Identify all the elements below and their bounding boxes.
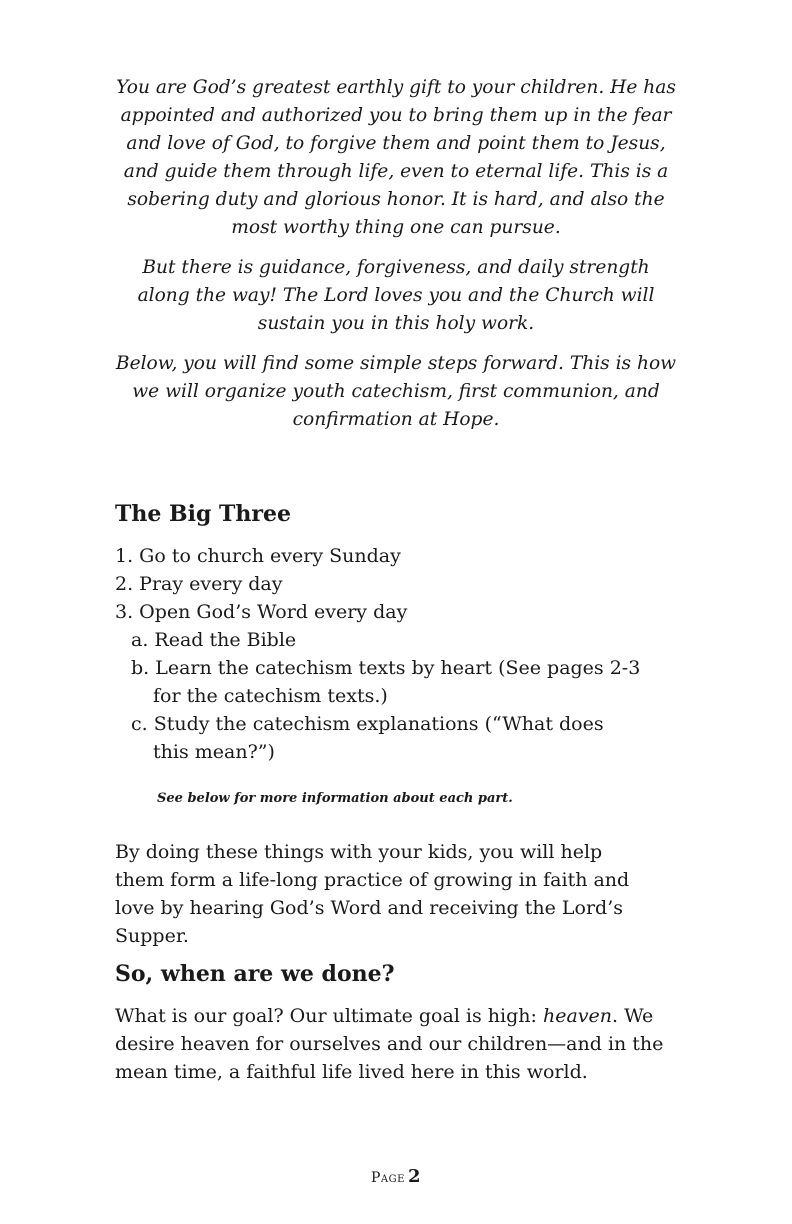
- big-three-list: [115, 542, 695, 766]
- goal-heading: So, when are we done?: [115, 961, 395, 987]
- goal-text-start: What is our goal? Our ultimate goal is high:: [115, 1005, 543, 1027]
- intro-block: [114, 74, 678, 446]
- sub-list-item: c. Study the catechism explanations (“What does this mean?”): [131, 713, 604, 763]
- goal-text-end: . We desire heaven for ourselves and our children—and in the mean time, a faithful life lived here in this world.: [115, 1005, 664, 1083]
- page-footer: [0, 1166, 792, 1187]
- big-three-heading: The Big Three: [115, 501, 291, 527]
- sub-list-item: a. Read the Bible: [131, 629, 297, 651]
- sub-list-item: b. Learn the catechism texts by heart (See pages 2-3 for the catechism texts.): [131, 657, 641, 707]
- sub-list: [115, 626, 695, 766]
- page-label: Page: [371, 1170, 405, 1186]
- more-info-note: See below for more information about each part.: [157, 791, 513, 806]
- goal-emphasis: heaven: [542, 1005, 612, 1027]
- intro-paragraph-2: But there is guidance, forgiveness, and daily strength along the way! The Lord loves you and the Church will sustain you in this holy work.: [137, 257, 655, 334]
- intro-paragraph-1: You are God’s greatest earthly gift to your children. He has appointed and authorized you to bring them up in the fear and love of God, to forgive them and point them to Jesus, and guide them through life, even to eternal life. This is a sobering duty and glorious honor. It is hard, and also the most worthy thing one can pursue.: [116, 77, 676, 238]
- intro-paragraph-3: Below, you will find some simple steps forward. This is how we will organize youth catechism, first communion, and confirmation at Hope.: [115, 353, 677, 430]
- big-three-closing: By doing these things with your kids, you will help them form a life-long practice of growing in faith and love by hearing God’s Word and receiving the Lord’s Supper.: [115, 841, 630, 947]
- page-number: 2: [407, 1166, 421, 1187]
- list-item: 3. Open God’s Word every day: [115, 601, 408, 623]
- list-item: 2. Pray every day: [115, 573, 283, 595]
- goal-paragraph: [115, 1002, 675, 1086]
- list-item: 1. Go to church every Sunday: [115, 545, 401, 567]
